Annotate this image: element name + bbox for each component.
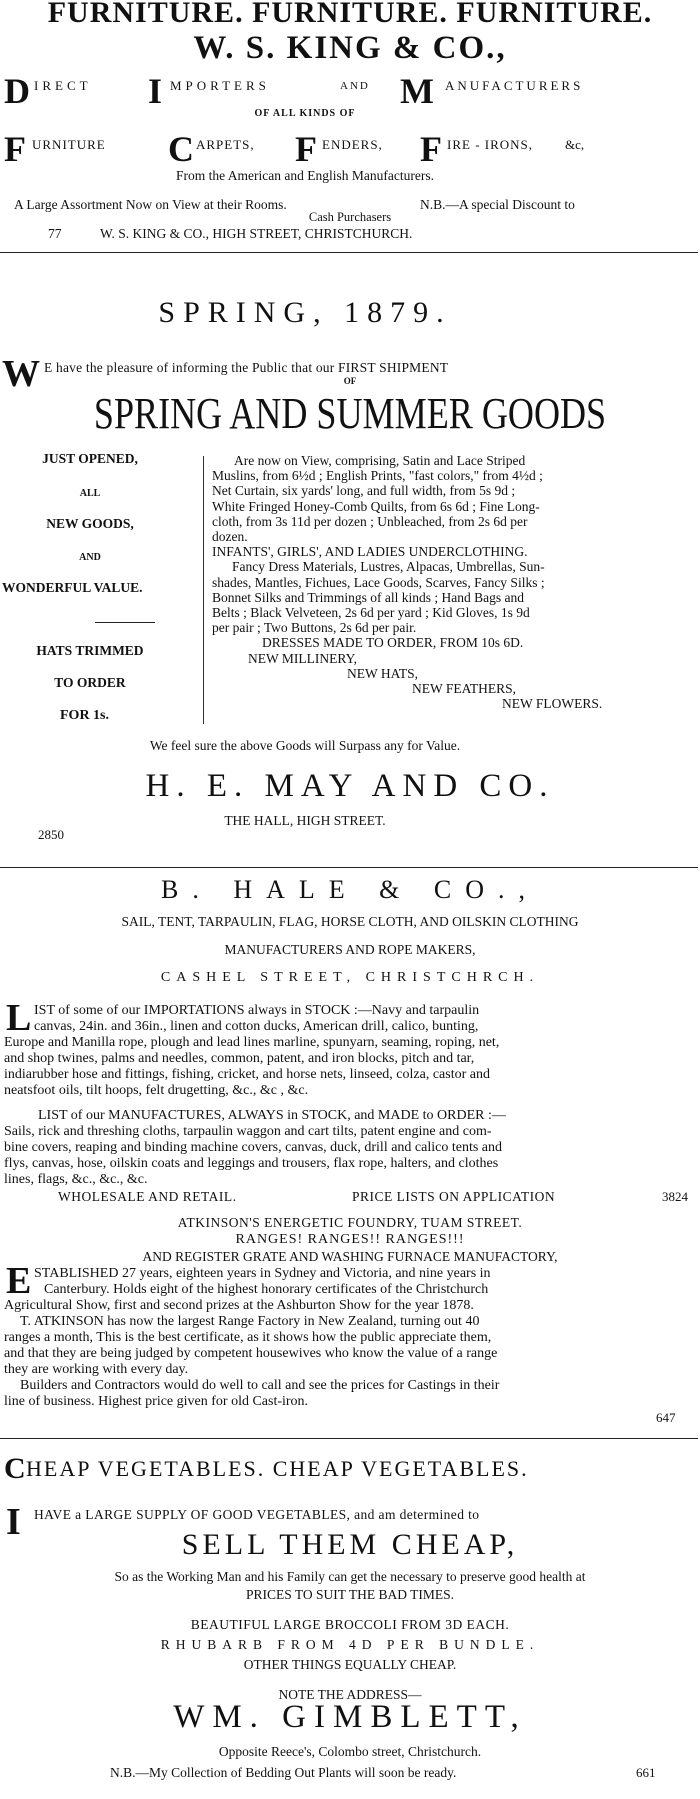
left-col-6: HATS TRIMMED [36, 643, 144, 658]
ranges-line: RANGES! RANGES!! RANGES!!! [235, 1232, 465, 1247]
right-line-9: shades, Mantles, Fichues, Lace Goods, Scarves, Fancy Silks ; [212, 574, 545, 590]
dropcap-f: F [4, 129, 26, 169]
divider-3 [0, 1438, 698, 1439]
and-label: AND [340, 80, 370, 92]
note-address-line: NOTE THE ADDRESS— [278, 1687, 422, 1702]
ref-647: 647 [656, 1410, 676, 1425]
importations-para-cont [4, 1035, 698, 1099]
left-col-4: AND [79, 552, 101, 563]
imp-line-3: Europe and Manilla rope, plough and lead lines marline, spunyarn, seaming, roping, net, [4, 1035, 500, 1050]
sell-them-cheap: SELL THEM CHEAP, [181, 1528, 519, 1561]
discount-line: N.B.—A special Discount to [420, 197, 575, 212]
hale-line-1: SAIL, TENT, TARPAULIN, FLAG, HORSE CLOTH, AND OILSKIN CLOTHING [121, 914, 579, 929]
man-line-2: Sails, rick and threshing cloths, tarpaulin waggon and cart tilts, patent engine and com- [4, 1124, 492, 1139]
direct-label: IRECT [34, 78, 92, 93]
assortment-line: A Large Assortment Now on View at their Rooms. [14, 197, 287, 212]
man-line-3: bine covers, reaping and binding machine covers, canvas, duck, drill and calico tents and [4, 1140, 502, 1155]
right-line-2: Muslins, from 6½d ; English Prints, "fast colors," from 4½d ; [212, 468, 543, 484]
imp-line-6: neatsfoot oils, tilt hoops, felt drugetting, &c., &c , &c. [4, 1083, 309, 1098]
right-col [212, 453, 700, 711]
man-line-5: lines, flags, &c., &c., &c. [4, 1172, 148, 1187]
man-line-4: flys, canvas, hose, oilskin coats and leggings and trousers, flax rope, halters, and clothes [4, 1156, 499, 1171]
est-line-6: and that they are being judged by competent housewives who know the value of a range [4, 1346, 498, 1361]
may-address: THE HALL, HIGH STREET. [224, 813, 386, 828]
other-things-line: OTHER THINGS EQUALLY CHEAP. [243, 1657, 457, 1672]
cheap-vegetables-headline: HEAP VEGETABLES. CHEAP VEGETABLES. [26, 1456, 529, 1481]
hale-line-3: CASHEL STREET, CHRISTCHRCH. [160, 970, 540, 985]
hale-firm-name: B. HALE & CO., [161, 875, 539, 904]
est-line-7: they are working with every day. [4, 1362, 189, 1377]
intro-of: OF [343, 376, 357, 386]
left-col-8: FOR 1s. [60, 708, 109, 723]
etc-label: &c, [565, 137, 585, 152]
left-col-1: JUST OPENED, [42, 451, 138, 466]
spring-heading: SPRING, 1879. [158, 296, 452, 329]
right-line-11: Belts ; Black Velveteen, 2s 6d per yard ; Kid Gloves, 1s 9d [212, 605, 530, 621]
gimblett-address: Opposite Reece's, Colombo street, Christchurch. [218, 1744, 482, 1759]
right-line-6: dozen. [212, 529, 248, 545]
foundry-line: ATKINSON'S ENERGETIC FOUNDRY, TUAM STREET. [177, 1215, 523, 1230]
est-line-8: Builders and Contractors would do well to call and see the prices for Castings in their [20, 1378, 500, 1393]
left-col-5: WONDERFUL VALUE. [2, 580, 143, 595]
man-line-1: LIST of our MANUFACTURES, ALWAYS in STOCK, and MADE to ORDER :— [38, 1108, 506, 1123]
may-firm-name: H. E. MAY AND CO. [145, 768, 555, 804]
supply-line: HAVE a LARGE SUPPLY OF GOOD VEGETABLES, and am determined to [34, 1507, 480, 1522]
ref-661: 661 [636, 1765, 656, 1780]
price-lists: PRICE LISTS ON APPLICATION [352, 1189, 556, 1204]
intro-line: E have the pleasure of informing the Public that our FIRST SHIPMENT [44, 360, 449, 375]
furniture-label: URNITURE [32, 137, 106, 152]
left-col-2: ALL [79, 488, 101, 499]
divider-2 [0, 867, 698, 868]
imp-line-1: IST of some of our IMPORTATIONS always in STOCK :—Navy and tarpaulin [34, 1003, 480, 1018]
closing-line: We feel sure the above Goods will Surpass any for Value. [149, 738, 461, 753]
est-line-5: ranges a month, This is the best certificate, as it shows how the public appreciate them, [4, 1330, 492, 1345]
right-line-3: Net Curtain, six yards' long, and full width, from 5s 9d ; [212, 483, 516, 499]
established-para-cont [4, 1298, 698, 1410]
wholesale-retail: WHOLESALE AND RETAIL. [58, 1189, 237, 1204]
of-all-kinds: OF ALL KINDS OF [254, 108, 356, 119]
dropcap-f3: F [420, 129, 442, 169]
bad-times-line: PRICES TO SUIT THE BAD TIMES. [245, 1587, 455, 1602]
right-line-14: NEW MILLINERY, [248, 650, 357, 666]
right-line-4: White Fringed Honey-Comb Quilts, from 6s 6d ; Fine Long- [212, 498, 540, 514]
right-line-13: DRESSES MADE TO ORDER, FROM 10s 6D. [262, 635, 524, 651]
fire-irons-label: IRE - IRONS, [447, 137, 534, 152]
est-line-1: STABLISHED 27 years, eighteen years in Sydney and Victoria, and nine years in [34, 1266, 491, 1281]
gimblett-firm-name: WM. GIMBLETT, [173, 1699, 527, 1735]
imp-line-2: canvas, 24in. and 36in., linen and cotton ducks, American drill, calico, bunting, [34, 1019, 479, 1034]
left-col-7: TO ORDER [54, 675, 126, 690]
est-line-9: line of business. Highest price given for old Cast-iron. [4, 1394, 309, 1409]
imp-line-4: and shop twines, palms and needles, common, patent, and iron blocks, pitch and tar, [4, 1051, 475, 1066]
right-line-8: Fancy Dress Materials, Lustres, Alpacas, Umbrellas, Sun- [232, 559, 545, 575]
hale-line-2: MANUFACTURERS AND ROPE MAKERS, [224, 942, 476, 957]
dropcap-c: C [168, 129, 194, 169]
ref-3824: 3824 [662, 1189, 688, 1204]
divider-1 [0, 252, 698, 253]
dropcap-d: D [4, 71, 30, 111]
right-line-1: Are now on View, comprising, Satin and Lace Striped [234, 453, 526, 468]
cash-purchasers-line: Cash Purchasers [308, 210, 392, 224]
brace [203, 456, 204, 724]
carpets-label: ARPETS, [196, 137, 255, 152]
working-man-line: So as the Working Man and his Family can get the necessary to preserve good health at [114, 1569, 586, 1584]
right-line-10: Bonnet Silks and Trimmings of all kinds ; Hand Bags and [212, 589, 525, 605]
right-line-15: NEW HATS, [347, 665, 419, 681]
king-address: W. S. KING & CO., HIGH STREET, CHRISTCHURCH. [100, 226, 413, 241]
furniture-headline: FURNITURE. FURNITURE. FURNITURE. [47, 0, 653, 29]
register-grate-line: AND REGISTER GRATE AND WASHING FURNACE MANUFACTORY, [142, 1249, 558, 1264]
right-line-7: INFANTS', GIRLS', AND LADIES UNDERCLOTHING. [212, 544, 528, 560]
firm-name: W. S. KING & CO., [193, 30, 507, 66]
dropcap-l: L [6, 997, 32, 1039]
est-line-2: Canterbury. Holds eight of the highest honorary certificates of the Christchurch [44, 1282, 489, 1297]
left-col-rule [95, 622, 155, 623]
fenders-label: ENDERS, [322, 137, 383, 152]
manufacturers-label: ANUFACTURERS [445, 78, 584, 93]
broccoli-line: BEAUTIFUL LARGE BROCCOLI FROM 3D EACH. [190, 1617, 510, 1632]
right-line-16: NEW FEATHERS, [412, 681, 517, 697]
importers-label: MPORTERS [170, 78, 270, 93]
rhubarb-line: RHUBARB FROM 4D PER BUNDLE. [160, 1637, 540, 1652]
imp-line-5: indiarubber hose and fittings, fishing, cricket, and horse nets, linseed, colza, castor and [4, 1067, 490, 1082]
left-col-3: NEW GOODS, [46, 516, 134, 531]
dropcap-e: E [6, 1260, 32, 1302]
right-line-12: per pair ; Two Buttons, 2s 6d per pair. [212, 620, 417, 636]
right-line-17: NEW FLOWERS. [502, 696, 603, 712]
dropcap-f2: F [295, 129, 317, 169]
est-line-4: T. ATKINSON has now the largest Range Factory in New Zealand, turning out 40 [20, 1314, 480, 1329]
bedding-plants-line: N.B.—My Collection of Bedding Out Plants will soon be ready. [110, 1765, 457, 1780]
dropcap-i: I [148, 71, 163, 111]
dropcap-i2: I [6, 1501, 21, 1543]
importations-para [34, 1003, 698, 1035]
est-line-3: Agricultural Show, first and second prizes at the Ashburton Show for the year 1878. [4, 1298, 474, 1313]
ref-77: 77 [48, 226, 62, 241]
manufacturers-line: From the American and English Manufacturers. [176, 168, 434, 183]
spring-summer-title: SPRING AND SUMMER GOODS [93, 389, 607, 438]
right-line-5: cloth, from 3s 11d per dozen ; Unbleached, from 2s 6d per [212, 513, 528, 529]
established-para [34, 1266, 698, 1298]
manufactures-para [4, 1108, 698, 1188]
ref-2850: 2850 [38, 827, 64, 842]
dropcap-m: M [400, 71, 434, 111]
dropcap-w: W [2, 353, 40, 395]
dropcap-c2: C [4, 1452, 26, 1485]
